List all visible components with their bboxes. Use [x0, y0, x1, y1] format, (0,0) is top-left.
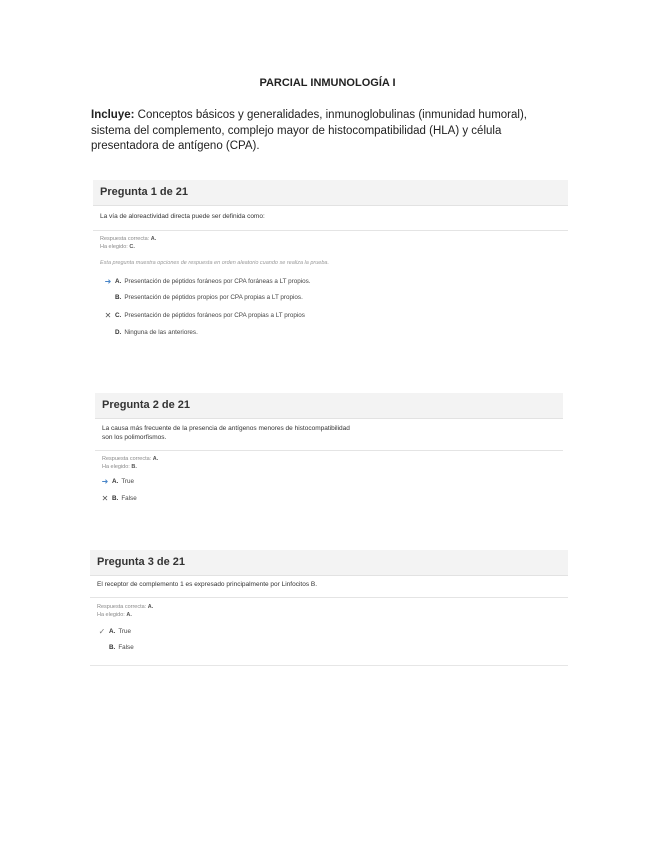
correct-answer: A.	[152, 456, 159, 462]
option-d	[103, 329, 198, 336]
option-a	[100, 477, 134, 486]
document-title: PARCIAL INMUNOLOGÍA I	[259, 77, 396, 89]
random-order-note: Esta pregunta muestra opciones de respuesta en orden aleatorio cuando se realiza la prueba.	[100, 260, 330, 266]
option-text: True	[121, 478, 135, 485]
option-b	[103, 294, 303, 301]
question-card-2	[95, 393, 563, 513]
question-number: Pregunta 3 de 21	[97, 556, 186, 568]
option-text: Presentación de péptidos foráneos por CPA foráneas a LT propios.	[124, 278, 311, 285]
answer-summary	[102, 455, 158, 471]
question-text: La vía de aloreactividad directa puede ser definida como:	[100, 213, 265, 220]
arrow-right-icon: ➜	[104, 277, 112, 286]
option-text: False	[121, 495, 137, 502]
option-letter: A.	[112, 478, 119, 485]
option-letter: C.	[115, 312, 122, 319]
intro-label: Incluye:	[91, 109, 135, 121]
question-header	[93, 180, 568, 206]
option-text: Presentación de péptidos foráneos por CPA propias a LT propios	[124, 312, 305, 319]
option-letter: B.	[115, 294, 122, 301]
question-card-3	[90, 550, 568, 666]
question-number: Pregunta 1 de 21	[100, 186, 189, 198]
correct-label: Respuesta correcta:	[102, 456, 152, 462]
answer-summary	[100, 235, 156, 251]
chosen-answer: A.	[126, 612, 132, 618]
divider	[95, 450, 563, 451]
option-letter: A.	[109, 628, 116, 635]
check-icon: ✓	[98, 627, 106, 636]
question-number: Pregunta 2 de 21	[102, 399, 191, 411]
correct-answer: A.	[150, 236, 157, 242]
option-letter: A.	[115, 278, 122, 285]
chosen-label: Ha elegido:	[102, 464, 130, 470]
option-text: Ninguna de las anteriores.	[124, 329, 198, 336]
option-a	[97, 627, 131, 636]
option-a	[103, 277, 311, 286]
option-b	[97, 644, 134, 651]
correct-label: Respuesta correcta:	[97, 604, 147, 610]
divider	[90, 597, 568, 598]
option-letter: D.	[115, 329, 122, 336]
option-letter: B.	[112, 495, 119, 502]
chosen-label: Ha elegido:	[97, 612, 125, 618]
answer-summary	[97, 603, 153, 619]
chosen-answer: B.	[131, 464, 137, 470]
correct-label: Respuesta correcta:	[100, 236, 150, 242]
intro-text: Conceptos básicos y generalidades, inmunoglobulinas (inmunidad humoral), sistema del complemento, complejo mayor de histocompatibilidad (HLA) y célula presentadora de antígeno (CPA).	[91, 109, 527, 152]
x-icon: ✕	[101, 494, 109, 503]
question-header	[95, 393, 563, 419]
question-line: La causa más frecuente de la presencia de antígenos menores de histocompatibilidad	[102, 425, 350, 432]
question-text: El receptor de complemento 1 es expresado principalmente por Linfocitos B.	[97, 581, 318, 588]
question-card-1	[93, 180, 568, 350]
option-b	[100, 494, 137, 503]
x-icon: ✕	[104, 311, 112, 320]
option-text: True	[118, 628, 132, 635]
divider	[93, 230, 568, 231]
question-text	[102, 424, 350, 442]
option-text: False	[118, 644, 134, 651]
option-c	[103, 311, 305, 320]
correct-answer: A.	[147, 604, 154, 610]
option-letter: B.	[109, 644, 116, 651]
arrow-right-icon: ➜	[101, 477, 109, 486]
question-header	[90, 550, 568, 576]
question-line: son los polimorfismos.	[102, 434, 167, 441]
chosen-answer: C.	[129, 244, 135, 250]
intro-paragraph	[91, 108, 561, 155]
chosen-label: Ha elegido:	[100, 244, 128, 250]
option-text: Presentación de péptidos propios por CPA propias a LT propios.	[124, 294, 303, 301]
